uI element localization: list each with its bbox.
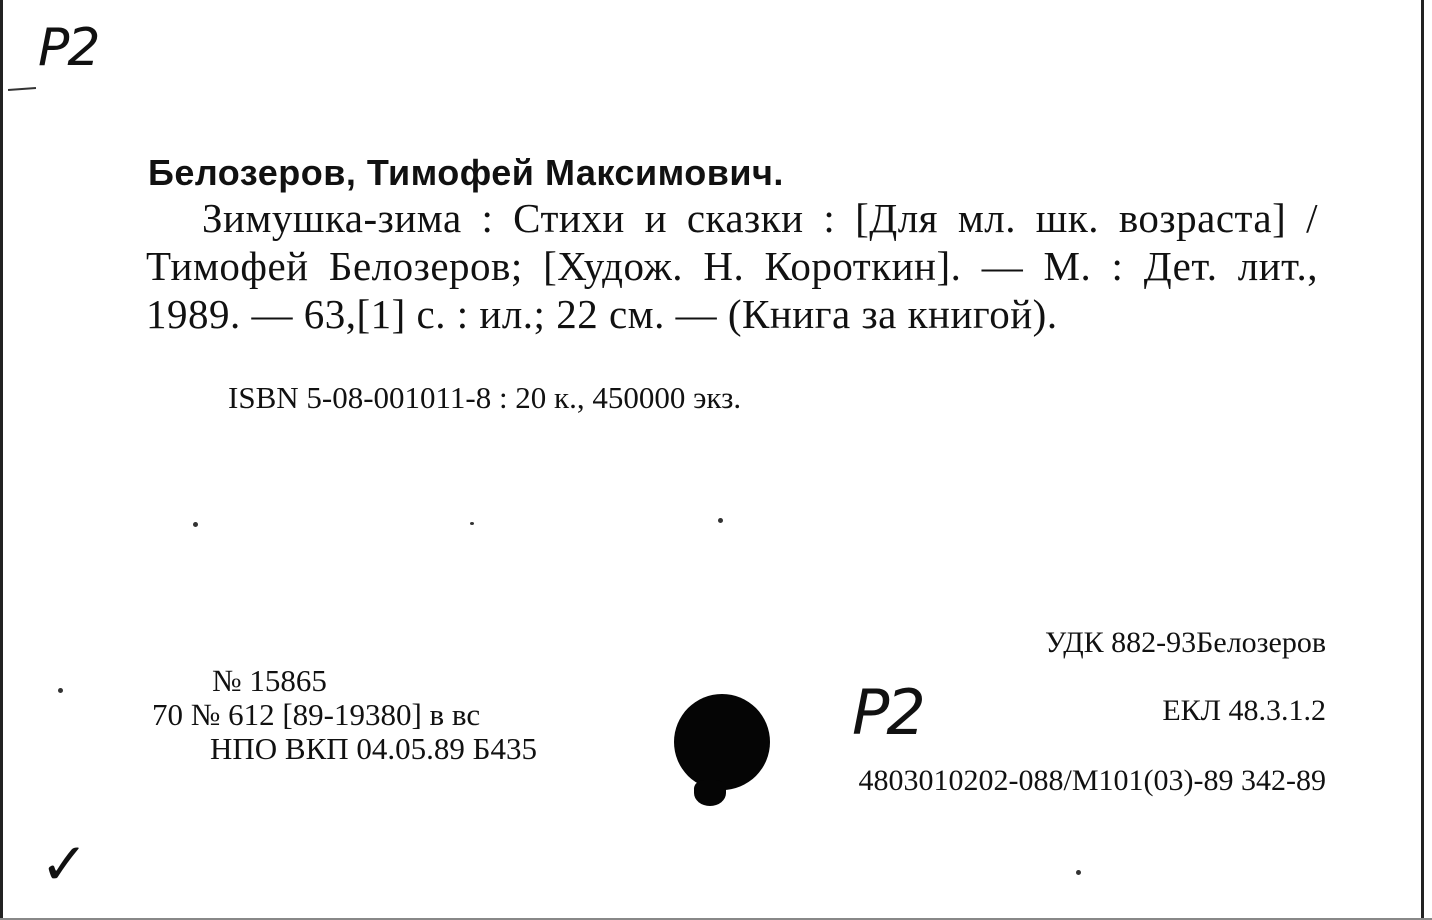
ink-speck [1076,870,1081,875]
ink-speck [193,522,198,527]
udk-code: УДК 882-93Белозеров [1044,626,1326,659]
card-number: № 15865 [212,663,327,698]
print-info-block [152,664,537,766]
bibliographic-description: Зимушка-зима : Стихи и сказки : [Для мл. шк. возраста] / Тимофей Белозеров; [Худож. Н. Короткин]. — М. : Дет. лит., 1989. — 63,[1] с. : ил.; 22 см. — (Книга за книгой). [146,195,1318,337]
npo-line: НПО ВКП 04.05.89 Б435 [210,731,537,766]
handwritten-mark-middle: P2 [852,676,923,749]
isbn-line: ISBN 5-08-001011-8 : 20 к., 450000 экз. [228,380,742,415]
classification-code-line: 4803010202-088/М101(03)-89 342-89 [858,764,1326,797]
ink-blot [674,694,770,790]
card-left-edge [0,0,3,920]
order-line: 70 № 612 [89-19380] в вс [152,697,481,732]
author-heading: Белозеров, Тимофей Максимович. [148,152,784,193]
ekl-code: ЕКЛ 48.3.1.2 [1162,694,1326,727]
ink-speck [58,688,63,693]
handwritten-mark-top: P2 [38,18,99,78]
card-right-edge [1421,0,1424,920]
ink-blot-tail [694,780,726,806]
ink-speck [718,518,723,523]
ink-speck [470,522,474,525]
pencil-dash [8,87,36,91]
check-mark-icon: ✓ [40,830,89,898]
